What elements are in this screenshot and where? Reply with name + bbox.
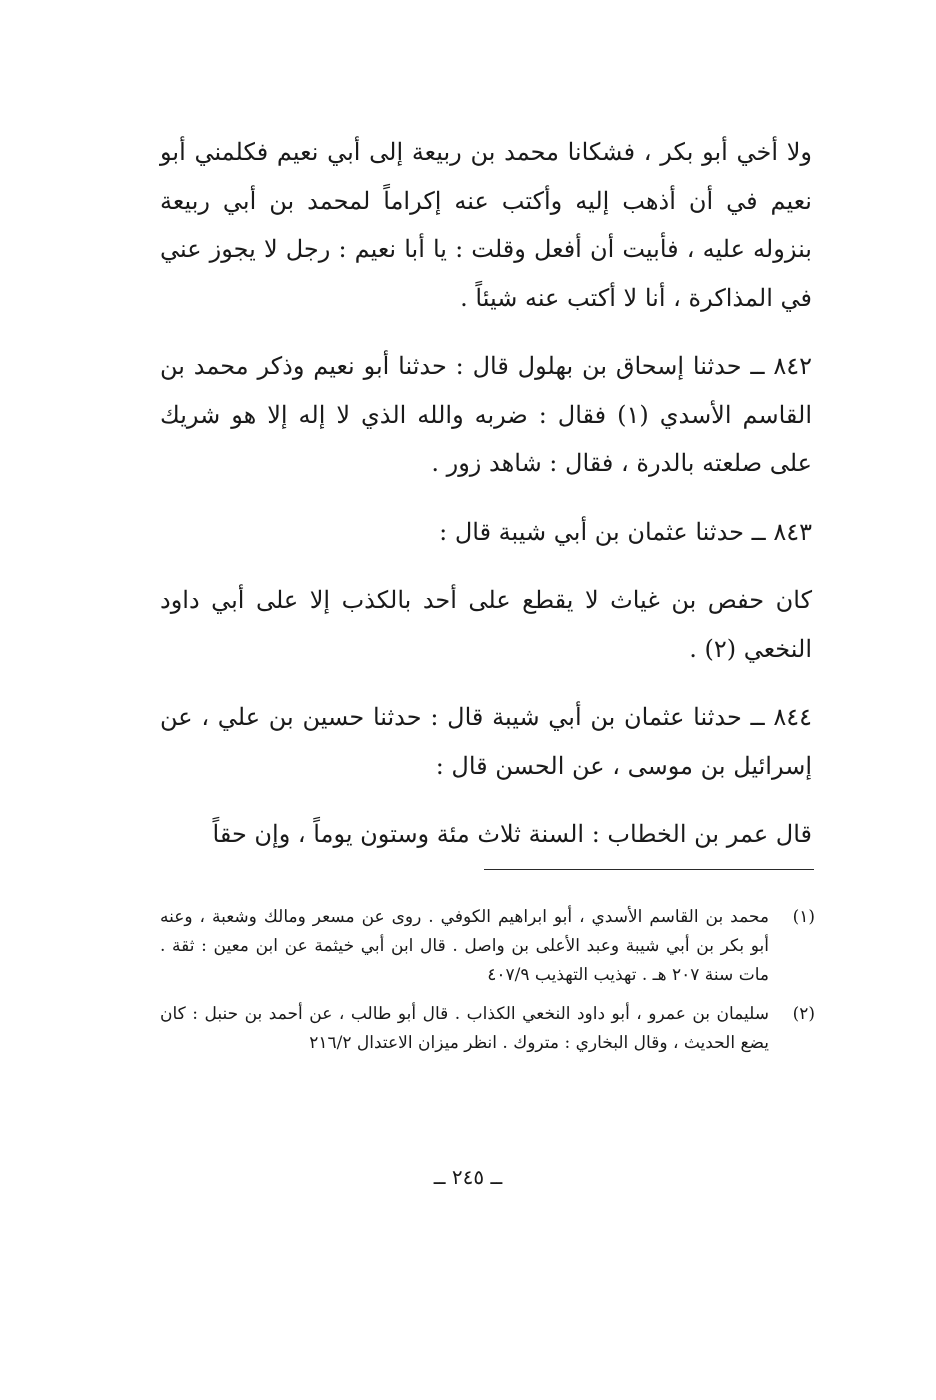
main-text — [160, 128, 812, 859]
paragraph-844-isnad: ٨٤٤ ــ حدثنا عثمان بن أبي شيبة قال : حدثنا حسين بن علي ، عن إسرائيل بن موسى ، عن الحسن قال : — [160, 703, 812, 780]
footnote-item — [160, 1000, 815, 1058]
footnotes — [160, 903, 815, 1068]
footnote-text: سليمان بن عمرو ، أبو داود النخعي الكذاب . قال أبو طالب ، عن أحمد بن حنبل : كان يضع الحديث ، وقال البخاري : متروك . انظر ميزان الاعتدال ٢١٦/٢ — [160, 1004, 769, 1053]
paragraph-843-isnad: ٨٤٣ ــ حدثنا عثمان بن أبي شيبة قال : — [439, 517, 812, 546]
footnote-item — [160, 903, 815, 990]
paragraph-842: ٨٤٢ ــ حدثنا إسحاق بن بهلول قال : حدثنا أبو نعيم وذكر محمد بن القاسم الأسدي (١) فقال : ضربه والله الذي لا إله إلا هو شريك على صلعته بالدرة ، فقال : شاهد زور . — [160, 352, 813, 477]
paragraph-844-matn: قال عمر بن الخطاب : السنة ثلاث مئة وستون يوماً ، وإن حقاً — [212, 820, 812, 848]
footnote-divider — [484, 869, 814, 870]
footnote-number: (١) — [792, 907, 815, 927]
page-number: ــ ٢٤٥ ــ — [433, 1165, 503, 1189]
paragraph-continuation: ولا أخي أبو بكر ، فشكانا محمد بن ربيعة إلى أبي نعيم فكلمني أبو نعيم في أن أذهب إليه وأكتب عنه إكراماً لمحمد بن أبي ربيعة بنزوله عليه ، فأبيت أن أفعل وقلت : يا أبا نعيم : رجل لا يجوز عني في المذاكرة ، أنا لا أكتب عنه شيئاً . — [160, 138, 812, 312]
footnote-text: محمد بن القاسم الأسدي ، أبو ابراهيم الكوفي . روى عن مسعر ومالك وشعبة ، وعنه أبو بكر بن أبي شيبة وعبد الأعلى بن واصل . قال ابن أبي خيثمة عن ابن معين : ثقة . مات سنة ٢٠٧ هـ . تهذيب التهذيب ٤٠٧/٩ — [160, 907, 769, 985]
footnote-number: (٢) — [792, 1004, 815, 1024]
paragraph-843-matn: كان حفص بن غياث لا يقطع على أحد بالكذب إلا على أبي داود النخعي (٢) . — [160, 586, 812, 663]
